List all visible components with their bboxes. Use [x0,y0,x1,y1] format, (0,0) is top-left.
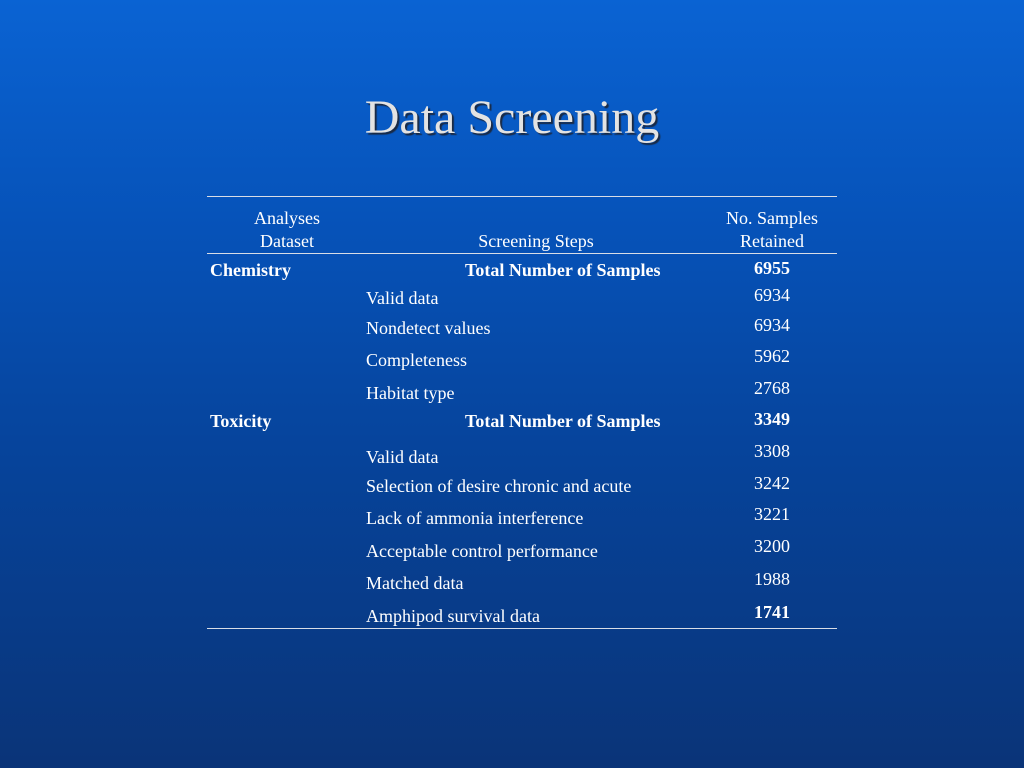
step-label: Matched data [366,573,464,593]
step-value: 3200 [754,536,790,556]
total-value-toxicity: 3349 [754,409,790,429]
step-value: 1988 [754,569,790,589]
dataset-label-chemistry: Chemistry [210,260,291,280]
step-label: Nondetect values [366,318,491,338]
header-dataset-line2: Dataset [260,231,314,251]
total-label-chemistry: Total Number of Samples [465,260,661,280]
step-value: 5962 [754,346,790,366]
total-label-toxicity: Total Number of Samples [465,411,661,431]
step-label: Valid data [366,447,439,467]
step-label: Valid data [366,288,439,308]
total-value-chemistry: 6955 [754,258,790,278]
table-bottom-rule [207,628,837,629]
header-steps: Screening Steps [478,231,594,251]
header-retained-line2: Retained [740,231,804,251]
table-top-rule [207,196,837,197]
step-value: 6934 [754,315,790,335]
step-value: 6934 [754,285,790,305]
dataset-label-toxicity: Toxicity [210,411,272,431]
slide-title: Data Screening [364,91,660,144]
step-value: 3308 [754,441,790,461]
header-dataset-line1: Analyses [254,208,320,228]
table-header-rule [207,253,837,254]
step-label: Completeness [366,350,467,370]
step-label: Amphipod survival data [366,606,540,626]
step-label: Lack of ammonia interference [366,508,584,528]
step-value: 3242 [754,473,790,493]
step-value: 2768 [754,378,790,398]
step-label: Habitat type [366,383,455,403]
header-retained-line1: No. Samples [726,208,818,228]
step-label: Selection of desire chronic and acute [366,476,632,496]
step-value: 3221 [754,504,790,524]
step-label: Acceptable control performance [366,541,598,561]
step-value-final: 1741 [754,602,790,622]
